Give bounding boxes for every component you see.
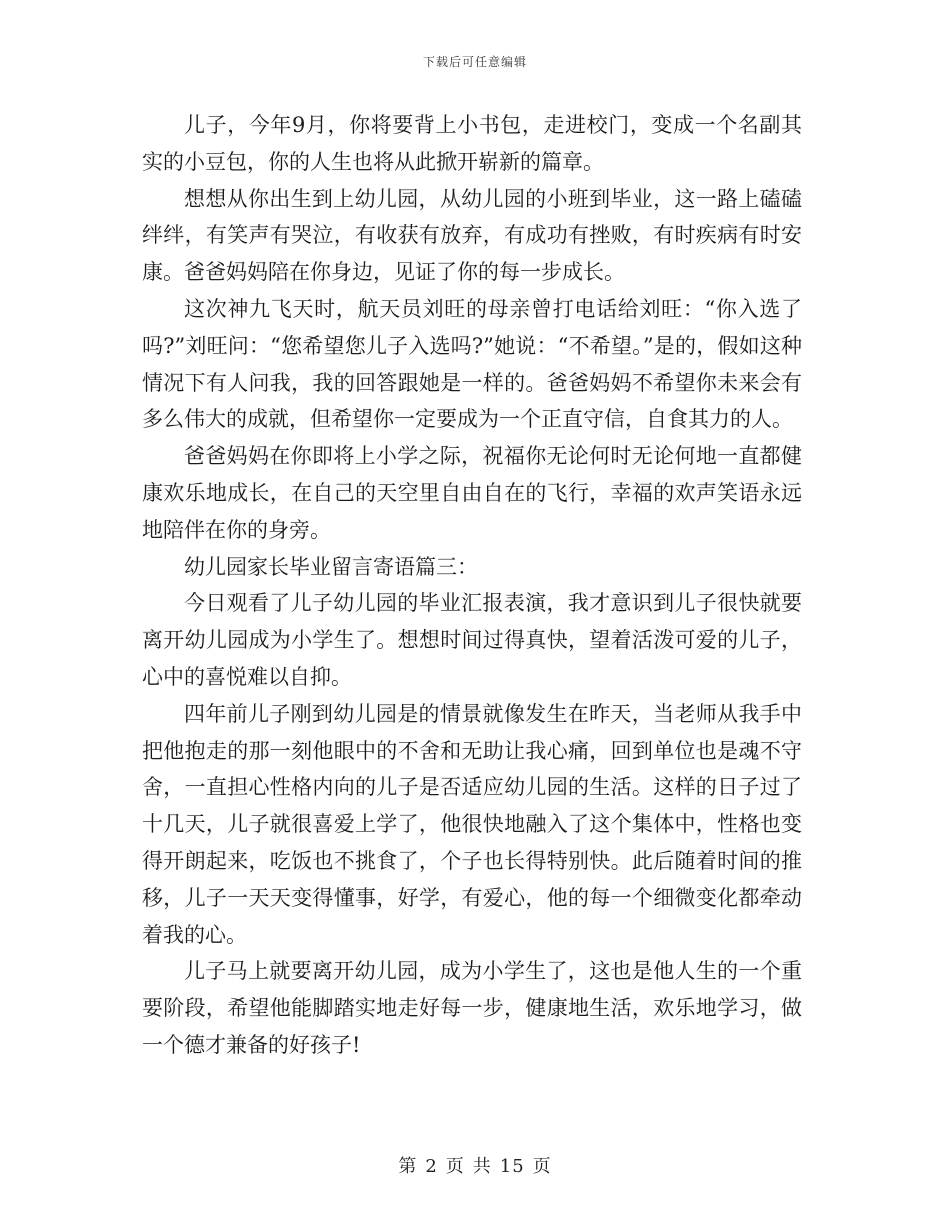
current-page-number: 2 [425,1156,438,1177]
paragraph: 儿子马上就要离开幼儿园，成为小学生了，这也是他人生的一个重要阶段，希望他能脚踏实地走好每一步，健康地生活，欢乐地学习，做一个德才兼备的好孩子! [142,959,802,1057]
paragraph: 儿子，今年9月，你将要背上小书包，走进校门，变成一个名副其实的小豆包，你的人生也将从此掀开崭新的篇章。 [142,113,802,174]
footer-suffix: 页 [532,1156,552,1177]
paragraph: 想想从你出生到上幼儿园，从幼儿园的小班到毕业，这一路上磕磕绊绊，有笑声有哭泣，有收获有放弃，有成功有挫败，有时疾病有时安康。爸爸妈妈陪在你身边，见证了你的每一步成长。 [142,186,802,285]
paragraph: 今日观看了儿子幼儿园的毕业汇报表演，我才意识到儿子很快就要离开幼儿园成为小学生了。想想时间过得真快，望着活泼可爱的儿子，心中的喜悦难以自抑。 [142,591,802,689]
footer-prefix: 第 [398,1156,418,1177]
paragraph: 这次神九飞天时，航天员刘旺的母亲曾打电话给刘旺：“你入选了吗?”刘旺问：“您希望您儿子入选吗?”她说：“不希望。”是的，假如这种情况下有人问我，我的回答跟她是一样的。爸爸妈妈不希望你未来会有多么伟大的成就，但希望你一定要成为一个正直守信，自食其力的人。 [142,296,802,432]
paragraph: 四年前儿子刚到幼儿园是的情景就像发生在昨天，当老师从我手中把他抱走的那一刻他眼中的不舍和无助让我心痛，回到单位也是魂不守舍，一直担心性格内向的儿子是否适应幼儿园的生活。这样的日子过了十几天，儿子就很喜爱上学了，他很快地融入了这个集体中，性格也变得开朗起来，吃饭也不挑食了，个子也长得特别快。此后随着时间的推移，儿子一天天变得懂事，好学，有爱心，他的每一个细微变化都牵动着我的心。 [142,701,802,947]
document-body [142,107,802,1064]
paragraph: 爸爸妈妈在你即将上小学之际，祝福你无论何时无论何地一直都健康欢乐地成长，在自己的天空里自由自在的飞行，幸福的欢声笑语永远地陪伴在你的身旁。 [142,444,802,542]
section-heading: 幼儿园家长毕业留言寄语篇三： [184,554,478,579]
page-header: 下载后可任意编辑 [422,55,527,69]
total-page-count: 15 [499,1156,525,1177]
footer-total-word: 共 [472,1156,492,1177]
footer-page-word: 页 [445,1156,465,1177]
page-footer [0,1152,950,1178]
